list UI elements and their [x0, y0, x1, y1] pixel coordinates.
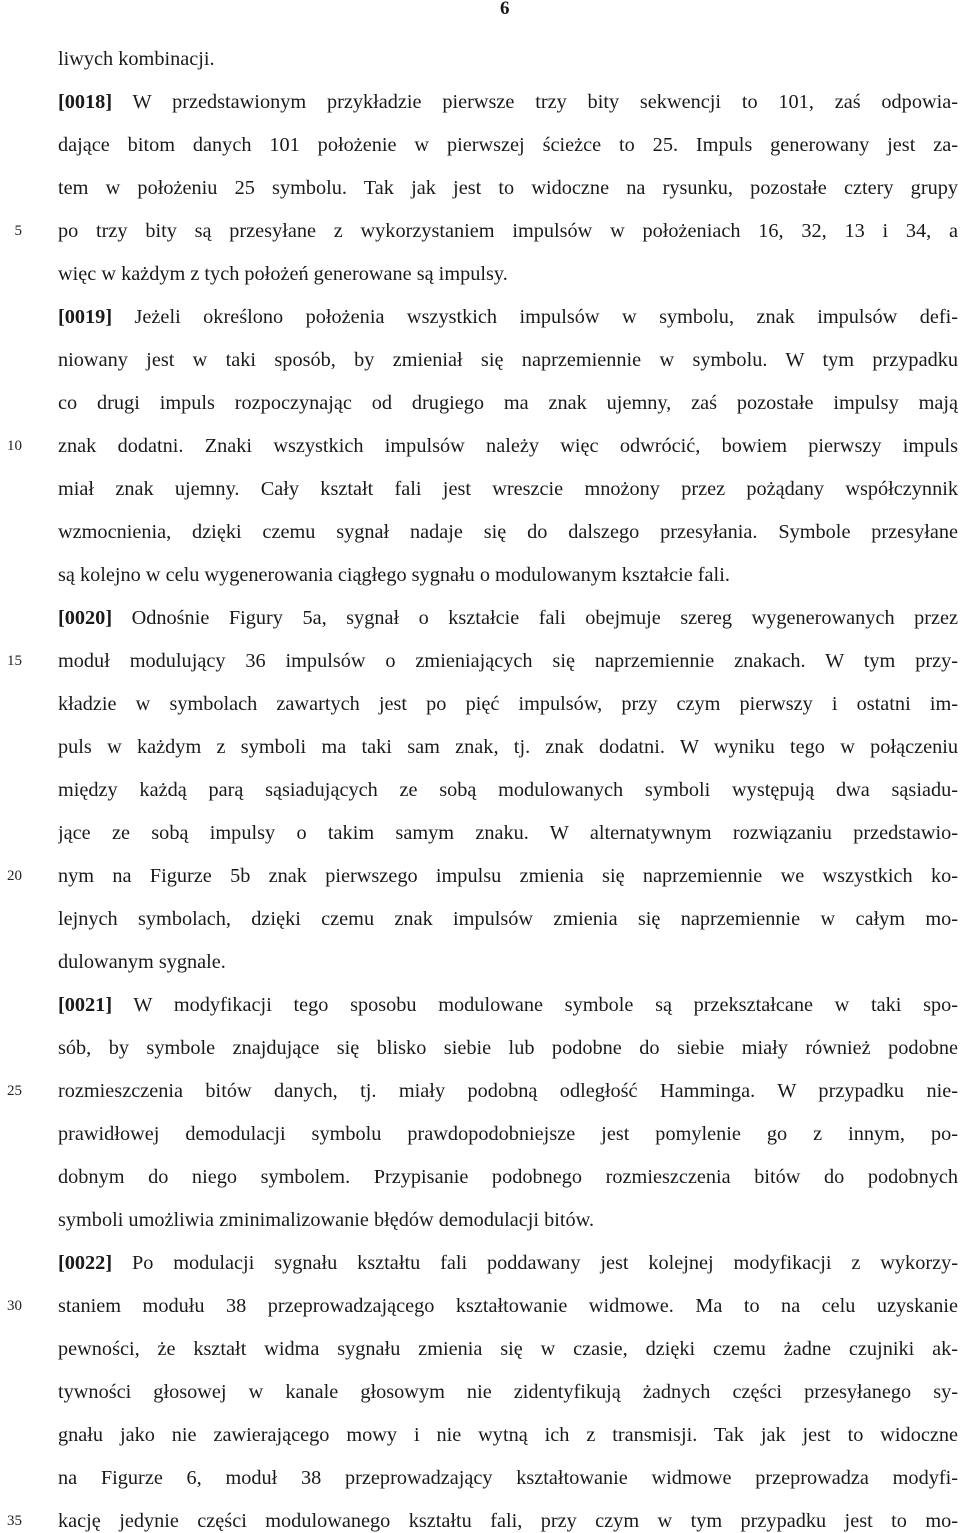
line-text: dające bitom danych 101 położenie w pierwszej ścieżce to 25. Impuls generowany jest za-: [58, 134, 958, 156]
text-line: [58, 1380, 958, 1404]
line-text: na Figurze 6, moduł 38 przeprowadzający kształtowanie widmowe przeprowadza modyfi-: [58, 1467, 958, 1489]
line-text: między każdą parą sąsiadujących ze sobą modulowanych symboli występują dwa sąsiadu-: [58, 779, 958, 801]
text-line: [58, 477, 958, 501]
text-line: [58, 176, 958, 200]
margin-line-number: 20: [7, 868, 22, 884]
line-text: znak dodatni. Znaki wszystkich impulsów należy więc odwrócić, bowiem pierwszy impuls: [58, 435, 958, 457]
line-text: W modyfikacji tego sposobu modulowane symbole są przekształcane w taki spo-: [112, 994, 958, 1016]
text-line: [58, 1079, 958, 1103]
text-line: [58, 1251, 958, 1275]
text-line: [58, 1423, 958, 1447]
line-text: Po modulacji sygnału kształtu fali poddawany jest kolejnej modyfikacji z wykorzy-: [112, 1252, 958, 1274]
line-text: tywności głosowej w kanale głosowym nie zidentyfikują żadnych części przesyłanego sy-: [58, 1381, 958, 1403]
text-line: [58, 391, 958, 415]
text-line: [58, 649, 958, 673]
text-line: [58, 1294, 958, 1318]
text-line: [58, 907, 958, 931]
text-line: [58, 305, 958, 329]
text-line: [58, 778, 958, 802]
line-text: prawidłowej demodulacji symbolu prawdopodobniejsze jest pomylenie go z innym, po-: [58, 1123, 958, 1145]
paragraph-reference: [0021]: [58, 994, 113, 1016]
text-line: [58, 1466, 958, 1490]
text-line: [58, 864, 958, 888]
text-line: [58, 1208, 958, 1232]
line-text: staniem modułu 38 przeprowadzającego kształtowanie widmowe. Ma to na celu uzyskanie: [58, 1295, 958, 1317]
line-text: dulowanym sygnale.: [58, 951, 226, 973]
line-text: liwych kombinacji.: [58, 48, 215, 70]
margin-line-number: 15: [7, 653, 22, 669]
line-text: więc w każdym z tych położeń generowane są impulsy.: [58, 263, 508, 285]
text-line: [58, 1036, 958, 1060]
text-line: [58, 219, 958, 243]
text-line: [58, 950, 958, 974]
text-line: [58, 1337, 958, 1361]
text-line: [58, 821, 958, 845]
margin-line-number: 25: [7, 1083, 22, 1099]
line-text: tem w położeniu 25 symbolu. Tak jak jest to widoczne na rysunku, pozostałe cztery grupy: [58, 177, 958, 199]
paragraph-reference: [0018]: [58, 91, 113, 113]
line-text: puls w każdym z symboli ma taki sam znak, tj. znak dodatni. W wyniku tego w połączeniu: [58, 736, 958, 758]
line-text: lejnych symbolach, dzięki czemu znak impulsów zmienia się naprzemiennie w całym mo-: [58, 908, 958, 930]
line-text: W przedstawionym przykładzie pierwsze trzy bity sekwencji to 101, zaś odpowia-: [112, 91, 958, 113]
text-line: [58, 133, 958, 157]
line-text: miał znak ujemny. Cały kształt fali jest wreszcie mnożony przez pożądany współczynnik: [58, 478, 958, 500]
line-text: są kolejno w celu wygenerowania ciągłego sygnału o modulowanym kształcie fali.: [58, 564, 730, 586]
margin-line-number: 35: [7, 1513, 22, 1529]
line-text: symboli umożliwia zminimalizowanie błędów demodulacji bitów.: [58, 1209, 595, 1231]
paragraph-reference: [0022]: [58, 1252, 113, 1274]
text-line: [58, 1509, 958, 1533]
text-line: [58, 563, 958, 587]
page-number: 6: [500, 0, 510, 19]
margin-line-number: 10: [7, 438, 22, 454]
paragraph-reference: [0019]: [58, 306, 113, 328]
line-text: kację jedynie części modulowanego kształtu fali, przy czym w tym przypadku jest to mo-: [58, 1510, 958, 1532]
text-line: [58, 434, 958, 458]
margin-line-number: 5: [14, 223, 22, 239]
line-text: sób, by symbole znajdujące się blisko siebie lub podobne do siebie miały również podobne: [58, 1037, 958, 1059]
line-text: pewności, że kształt widma sygnału zmienia się w czasie, dzięki czemu żadne czujniki ak-: [58, 1338, 958, 1360]
line-text: po trzy bity są przesyłane z wykorzystaniem impulsów w położeniach 16, 32, 13 i 34, a: [58, 220, 958, 242]
line-text: rozmieszczenia bitów danych, tj. miały podobną odległość Hamminga. W przypadku nie-: [58, 1080, 958, 1102]
text-line: [58, 262, 958, 286]
line-text: kładzie w symbolach zawartych jest po pięć impulsów, przy czym pierwszy i ostatni im-: [58, 693, 958, 715]
text-line: [58, 993, 958, 1017]
line-text: jące ze sobą impulsy o takim samym znaku. W alternatywnym rozwiązaniu przedstawio-: [58, 822, 958, 844]
text-line: [58, 520, 958, 544]
margin-line-number: 30: [7, 1298, 22, 1314]
text-line: [58, 47, 958, 71]
text-line: [58, 692, 958, 716]
line-text: Odnośnie Figury 5a, sygnał o kształcie fali obejmuje szereg wygenerowanych przez: [112, 607, 958, 629]
line-text: wzmocnienia, dzięki czemu sygnał nadaje się do dalszego przesyłania. Symbole przesyłane: [58, 521, 958, 543]
line-text: nym na Figurze 5b znak pierwszego impulsu zmienia się naprzemiennie we wszystkich ko-: [58, 865, 958, 887]
line-text: gnału jako nie zawierającego mowy i nie wytną ich z transmisji. Tak jak jest to widoczne: [58, 1424, 958, 1446]
text-line: [58, 1165, 958, 1189]
line-text: co drugi impuls rozpoczynając od drugiego ma znak ujemny, zaś pozostałe impulsy mają: [58, 392, 958, 414]
text-line: [58, 90, 958, 114]
paragraph-reference: [0020]: [58, 607, 113, 629]
text-line: [58, 606, 958, 630]
line-text: moduł modulujący 36 impulsów o zmieniających się naprzemiennie znakach. W tym przy-: [58, 650, 958, 672]
text-line: [58, 735, 958, 759]
line-text: niowany jest w taki sposób, by zmieniał się naprzemiennie w symbolu. W tym przypadku: [58, 349, 958, 371]
text-line: [58, 1122, 958, 1146]
line-text: Jeżeli określono położenia wszystkich impulsów w symbolu, znak impulsów defi-: [112, 306, 958, 328]
line-text: dobnym do niego symbolem. Przypisanie podobnego rozmieszczenia bitów do podobnych: [58, 1166, 958, 1188]
text-line: [58, 348, 958, 372]
